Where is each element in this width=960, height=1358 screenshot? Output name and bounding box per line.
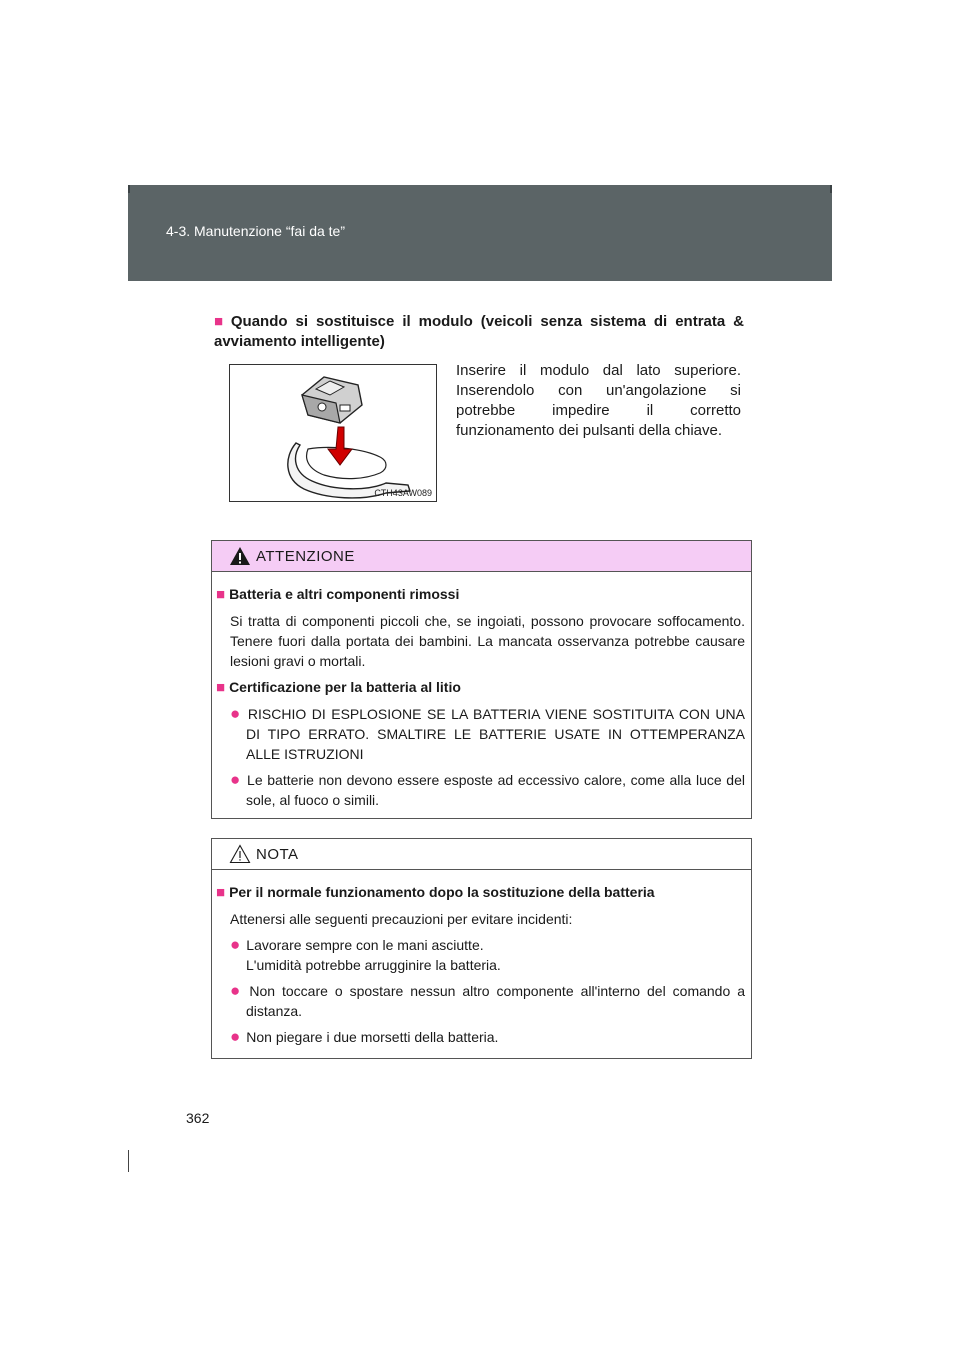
note-intro: Attenersi alle seguenti precauzioni per evitare incidenti: [230,911,573,927]
header-corner-mark [830,185,832,193]
square-bullet-icon: ■ [216,586,226,603]
key-module-illustration [229,364,437,502]
note-item [216,935,745,975]
note-item [216,1027,745,1047]
warning-item-text: Le batterie non devono essere esposte ad eccessivo calore, come alla luce del sole, al fuoco o simili. [246,772,745,808]
dot-bullet-icon: ● [230,704,242,723]
warning-title: ATTENZIONE [256,548,355,565]
note-item-text: Non piegare i due morsetti della batteria. [246,1029,499,1045]
dot-bullet-icon: ● [230,935,241,954]
warning-triangle-icon [229,546,251,566]
main-heading-text: Quando si sostituisce il modulo (veicoli senza sistema di entrata & avviamento intelligente) [214,313,745,350]
main-heading [214,312,744,352]
figure-description: Inserire il modulo dal lato superiore. Inserendolo con un'angolazione si potrebbe impedire il corretto funzionamento dei pulsanti della chiave. [456,362,741,439]
warning-subheading [216,584,745,605]
note-header [212,839,751,870]
note-title: NOTA [256,846,299,863]
note-item [216,981,745,1021]
note-subheading [216,882,745,903]
warning-subheading [216,677,745,698]
warning-item [216,704,745,764]
note-subheading-text: Per il normale funzionamento dopo la sostituzione della batteria [229,884,655,900]
key-module-drawing [230,365,436,501]
header-bar [128,185,832,281]
warning-subheading-text: Certificazione per la batteria al litio [229,679,461,695]
warning-paragraph: Si tratta di componenti piccoli che, se ingoiati, possono provocare soffocamento. Tenere fuori dalla portata dei bambini. La mancata osservanza potrebbe causare lesioni gravi o mortali. [230,613,745,669]
dot-bullet-icon: ● [230,770,242,789]
square-bullet-icon: ■ [216,679,226,696]
note-item-text: Lavorare sempre con le mani asciutte. [246,937,484,953]
warning-subheading-text: Batteria e altri componenti rimossi [229,586,460,602]
dot-bullet-icon: ● [230,1027,241,1046]
note-item-text: Non toccare o spostare nessun altro componente all'interno del comando a distanza. [246,983,745,1019]
note-box [211,838,752,1059]
figure-code: CTH43AW089 [374,488,432,498]
margin-mark [128,1150,129,1172]
note-body [212,870,751,1047]
header-corner-mark [128,185,130,193]
section-title: 4-3. Manutenzione “fai da te” [166,223,345,239]
warning-item [216,770,745,810]
warning-header [212,541,751,572]
caution-triangle-icon [229,844,251,864]
page-number: 362 [186,1110,210,1126]
warning-item-text: RISCHIO DI ESPLOSIONE SE LA BATTERIA VIENE SOSTITUITA CON UNA DI TIPO ERRATO. SMALTIRE LE BATTERIE USATE IN OTTEMPERANZA ALLE ISTRUZIONI [246,706,745,762]
warning-box [211,540,752,819]
warning-body [212,572,751,810]
square-bullet-icon: ■ [214,313,227,330]
square-bullet-icon: ■ [216,884,226,901]
dot-bullet-icon: ● [230,981,244,1000]
note-item-text: L'umidità potrebbe arrugginire la batteria. [246,957,501,973]
